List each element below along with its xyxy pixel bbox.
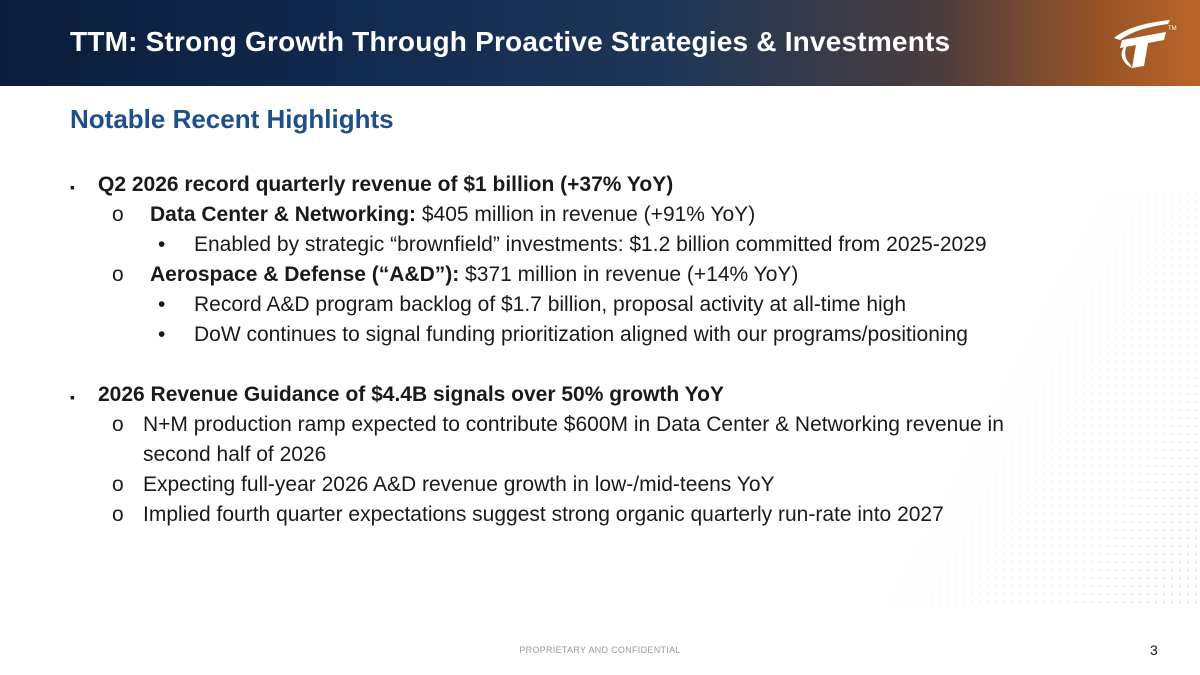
dot-bullet-icon: • [158, 233, 166, 256]
bullet-detail: $371 million in revenue (+14% YoY) [459, 263, 799, 286]
bullet-text: Implied fourth quarter expectations suggest strong organic quarterly run-rate into 2027 [143, 503, 944, 526]
section-heading: Notable Recent Highlights [70, 104, 394, 134]
dot-bullet-icon: • [158, 323, 166, 346]
bullet-text: N+M production ramp expected to contribute $600M in Data Center & Networking revenue in [143, 413, 1004, 436]
list-item [0, 230, 1200, 260]
bullet-text [150, 260, 798, 290]
bullet-detail: $405 million in revenue (+91% YoY) [416, 203, 756, 226]
list-item [0, 170, 1200, 200]
ttm-logo-icon [1108, 14, 1180, 72]
bullet-text: second half of 2026 [143, 443, 327, 466]
square-bullet-icon: ▪ [70, 389, 75, 405]
circle-bullet-icon: o [112, 413, 124, 436]
bullet-text: Expecting full-year 2026 A&D revenue growth in low-/mid-teens YoY [143, 473, 775, 496]
list-item [0, 470, 1200, 500]
list-item [0, 200, 1200, 230]
bullet-lead: Data Center & Networking: [150, 203, 417, 226]
bullet-text [150, 200, 755, 230]
list-item [0, 410, 1200, 440]
trademark-mark: TM [1168, 26, 1177, 32]
list-item [0, 260, 1200, 290]
dot-bullet-icon: • [158, 293, 166, 316]
bullet-lead: Aerospace & Defense (“A&D”): [150, 263, 460, 286]
bullet-text: DoW continues to signal funding prioritization aligned with our programs/positioning [194, 323, 968, 346]
list-item [0, 500, 1200, 530]
list-item [0, 380, 1200, 410]
bullet-text: Q2 2026 record quarterly revenue of $1 billion (+37% YoY) [98, 173, 674, 196]
page-number: 3 [1150, 642, 1158, 658]
list-item-continuation [0, 440, 1200, 470]
bullet-text: Record A&D program backlog of $1.7 billion, proposal activity at all-time high [194, 293, 907, 316]
list-item [0, 290, 1200, 320]
confidentiality-notice: PROPRIETARY AND CONFIDENTIAL [519, 645, 681, 655]
bullet-text: 2026 Revenue Guidance of $4.4B signals over 50% growth YoY [98, 383, 724, 406]
slide-title: TTM: Strong Growth Through Proactive Strategies & Investments [70, 26, 951, 57]
bullet-text: Enabled by strategic “brownfield” investments: $1.2 billion committed from 2025-2029 [194, 233, 987, 256]
circle-bullet-icon: o [112, 503, 124, 526]
title-bar [0, 0, 1200, 86]
list-item [0, 320, 1200, 350]
square-bullet-icon: ▪ [70, 179, 75, 195]
circle-bullet-icon: o [112, 203, 124, 226]
circle-bullet-icon: o [112, 473, 124, 496]
circle-bullet-icon: o [112, 263, 124, 286]
